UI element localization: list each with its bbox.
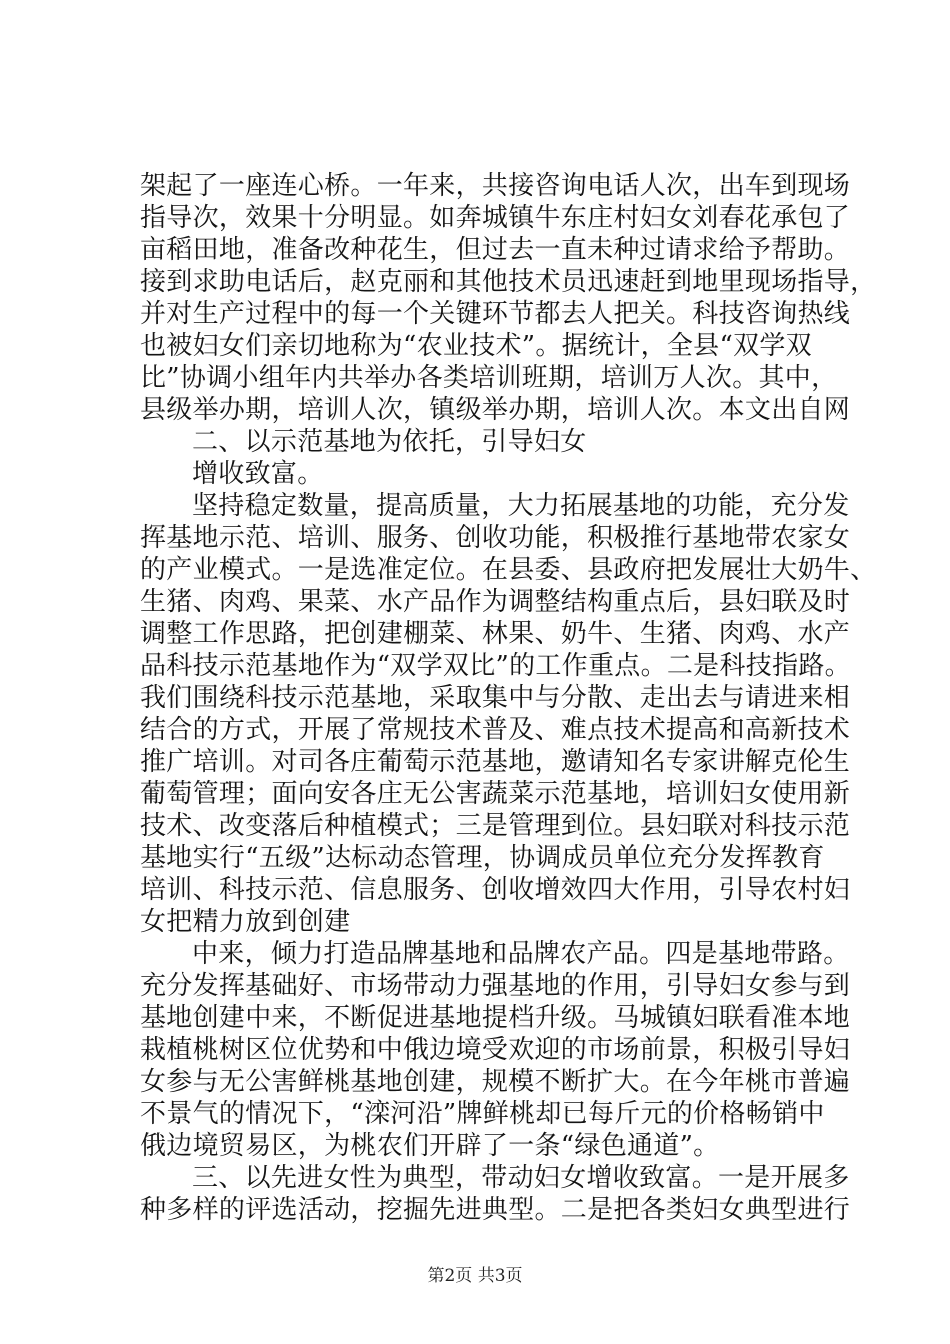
text-line: 种多样的评选活动，挖掘先进典型。二是把各类妇女典型进行 <box>140 1195 851 1225</box>
text-line: 我们围绕科技示范基地，采取集中与分散、走出去与请进来相 <box>140 683 851 713</box>
text-line: 品科技示范基地作为“双学双比”的工作重点。二是科技指路。 <box>140 651 851 681</box>
text-line: 并对生产过程中的每一个关键环节都去人把关。科技咨询热线 <box>140 299 851 329</box>
text-line: 葡萄管理；面向安各庄无公害蔬菜示范基地，培训妇女使用新 <box>140 779 851 809</box>
text-line: 培训、科技示范、信息服务、创收增效四大作用，引导农村妇 <box>140 875 851 905</box>
text-line: 比”协调小组年内共举办各类培训班期，培训万人次。其中， <box>140 363 838 393</box>
text-line: 县级举办期，培训人次，镇级举办期，培训人次。本文出自网 <box>140 395 851 425</box>
text-line: 挥基地示范、培训、服务、创收功能，积极推行基地带农家女 <box>140 523 851 553</box>
text-line: 二、以示范基地为依托，引导妇女 <box>192 427 587 457</box>
text-line: 中来，倾力打造品牌基地和品牌农产品。四是基地带路。 <box>192 939 850 969</box>
text-line: 也被妇女们亲切地称为“农业技术”。据统计，全县“双学双 <box>140 331 812 361</box>
text-line: 的产业模式。一是选准定位。在县委、县政府把发展壮大奶牛、 <box>140 555 877 585</box>
text-line: 基地实行“五级”达标动态管理，协调成员单位充分发挥教育 <box>140 843 825 873</box>
page-footer: 第2页 共3页 <box>427 1266 523 1286</box>
text-line: 女参与无公害鲜桃基地创建，规模不断扩大。在今年桃市普遍 <box>140 1067 851 1097</box>
text-line: 亩稻田地，准备改种花生，但过去一直未种过请求给予帮助。 <box>140 235 851 265</box>
text-line: 女把精力放到创建 <box>140 907 351 937</box>
text-line: 指导次，效果十分明显。如奔城镇牛东庄村妇女刘春花承包了 <box>140 203 851 233</box>
text-line: 栽植桃树区位优势和中俄边境受欢迎的市场前景，积极引导妇 <box>140 1035 851 1065</box>
text-line: 不景气的情况下，“滦河沿”牌鲜桃却已每斤元的价格畅销中 <box>140 1099 825 1129</box>
text-line: 技术、改变落后种植模式；三是管理到位。县妇联对科技示范 <box>140 811 851 841</box>
text-line: 坚持稳定数量，提高质量，大力拓展基地的功能，充分发 <box>192 491 850 521</box>
text-line: 结合的方式，开展了常规技术普及、难点技术提高和高新技术 <box>140 715 851 745</box>
text-line: 架起了一座连心桥。一年来，共接咨询电话人次，出车到现场 <box>140 171 851 201</box>
document-body <box>140 170 877 1226</box>
text-line: 三、以先进女性为典型，带动妇女增收致富。一是开展多 <box>192 1163 850 1193</box>
text-line: 增收致富。 <box>192 459 324 489</box>
text-line: 调整工作思路，把创建棚菜、林果、奶牛、生猪、肉鸡、水产 <box>140 619 851 649</box>
text-line: 基地创建中来，不断促进基地提档升级。马城镇妇联看准本地 <box>140 1003 851 1033</box>
text-line: 充分发挥基础好、市场带动力强基地的作用，引导妇女参与到 <box>140 971 851 1001</box>
text-line: 推广培训。对司各庄葡萄示范基地，邀请知名专家讲解克伦生 <box>140 747 851 777</box>
text-line: 生猪、肉鸡、果菜、水产品作为调整结构重点后，县妇联及时 <box>140 587 851 617</box>
text-line: 接到求助电话后，赵克丽和其他技术员迅速赶到地里现场指导， <box>140 267 877 297</box>
text-line: 俄边境贸易区，为桃农们开辟了一条“绿色通道”。 <box>140 1131 720 1161</box>
